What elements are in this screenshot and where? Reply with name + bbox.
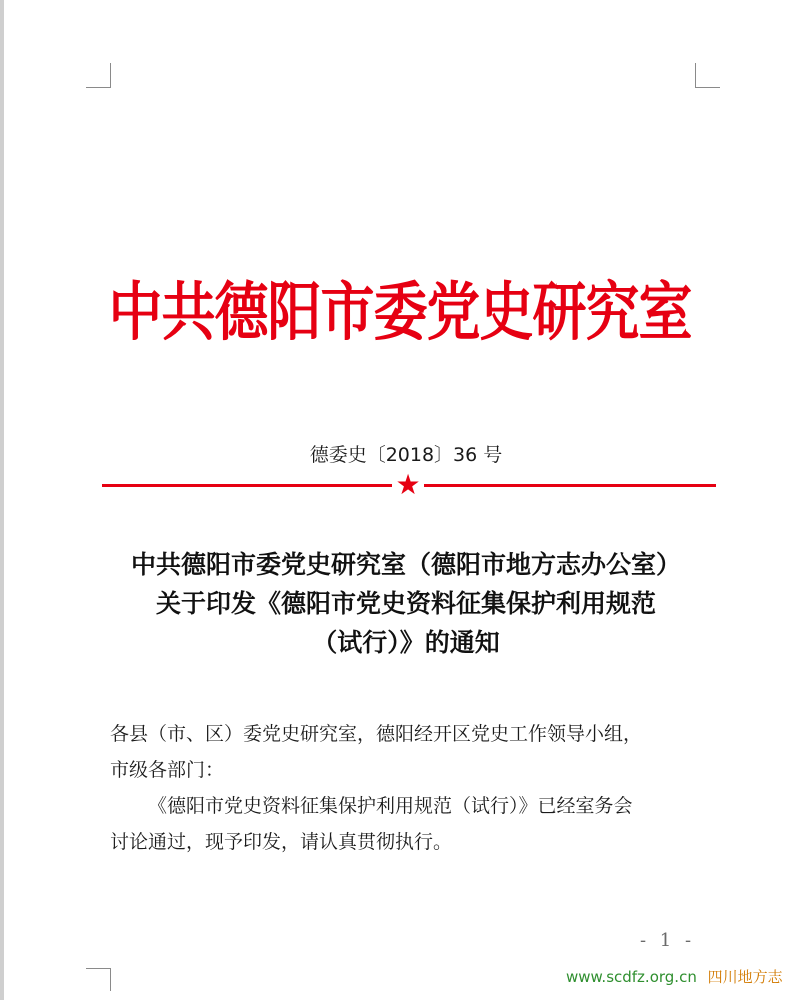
red-separator-left: [102, 484, 392, 487]
document-number: 德委史〔2018〕36 号: [309, 444, 503, 466]
crop-mark-bottom-left: [86, 968, 111, 991]
crop-mark-top-left: [86, 63, 111, 88]
body-paragraph-line: 《德阳市党史资料征集保护利用规范（试行）》已经室务会: [148, 795, 633, 817]
page-number: - 1 -: [640, 930, 696, 951]
page-edge: [0, 0, 4, 1000]
notice-title: [100, 545, 712, 662]
org-header: 中共德阳市委党史研究室: [108, 273, 692, 350]
watermark-url: www.scdfz.org.cn: [566, 968, 697, 986]
title-line: 关于印发《德阳市党史资料征集保护利用规范: [155, 589, 656, 618]
notice-body: [110, 716, 710, 860]
body-paragraph-line: 讨论通过，现予印发，请认真贯彻执行。: [110, 831, 453, 853]
red-star-icon: ★: [395, 468, 421, 501]
crop-mark-top-right: [695, 63, 720, 88]
site-watermark: [566, 966, 783, 987]
watermark-site-name: 四川地方志: [707, 968, 783, 986]
recipients-line: 各县（市、区）委党史研究室，德阳经开区党史工作领导小组，: [110, 723, 643, 745]
title-line: （试行）》的通知: [312, 628, 500, 657]
recipients-line: 市级各部门：: [110, 759, 225, 781]
title-line: 中共德阳市委党史研究室（德阳市地方志办公室）: [130, 550, 681, 579]
red-separator-right: [424, 484, 716, 487]
